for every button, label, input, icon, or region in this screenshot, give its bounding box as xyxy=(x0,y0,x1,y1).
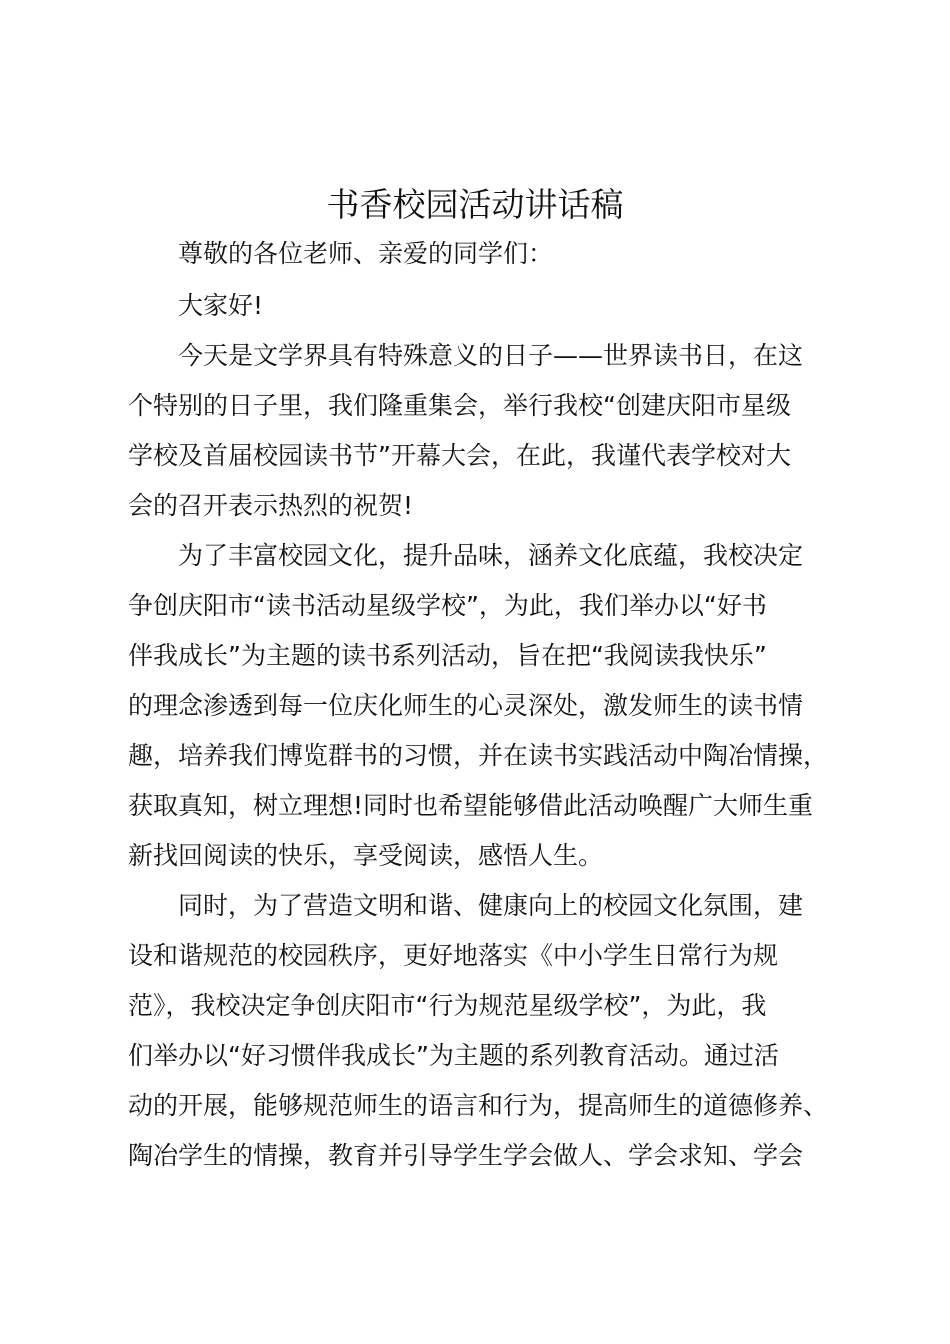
paragraph-3-line-4: 们举办以“好习惯伴我成长”为主题的系列教育活动。通过活 xyxy=(128,1041,779,1070)
paragraph-2-line-4: 的理念渗透到每一位庆化师生的心灵深处，激发师生的读书情 xyxy=(128,691,804,720)
paragraph-2-line-6: 获取真知，树立理想!同时也希望能够借此活动唤醒广大师生重 xyxy=(128,791,814,820)
paragraph-1-line-2: 个特别的日子里，我们隆重集会，举行我校“创建庆阳市星级 xyxy=(128,391,791,420)
greeting: 大家好! xyxy=(178,291,264,320)
paragraph-3-line-5: 动的开展，能够规范师生的语言和行为，提高师生的道德修养、 xyxy=(128,1091,829,1120)
paragraph-3-line-6: 陶冶学生的情操，教育并引导学生学会做人、学会求知、学会 xyxy=(128,1141,804,1170)
paragraph-2-line-5: 趣，培养我们博览群书的习惯，并在读书实践活动中陶冶情操， xyxy=(128,741,829,770)
paragraph-2-line-2: 争创庆阳市“读书活动星级学校”，为此，我们举办以“好书 xyxy=(128,591,767,620)
paragraph-2-line-3: 伴我成长”为主题的读书系列活动，旨在把“我阅读我快乐” xyxy=(128,641,767,670)
paragraph-1-line-1: 今天是文学界具有特殊意义的日子——世界读书日，在这 xyxy=(178,341,804,370)
salutation: 尊敬的各位老师、亲爱的同学们： xyxy=(178,239,554,268)
paragraph-3-line-3: 范》，我校决定争创庆阳市“行为规范星级学校”，为此，我 xyxy=(128,991,767,1020)
paragraph-1-line-4: 会的召开表示热烈的祝贺! xyxy=(128,491,414,520)
paragraph-2-line-1: 为了丰富校园文化，提升品味，涵养文化底蕴，我校决定 xyxy=(178,541,804,570)
paragraph-3-line-1: 同时，为了营造文明和谐、健康向上的校园文化氛围，建 xyxy=(178,891,804,920)
paragraph-1-line-3: 学校及首届校园读书节”开幕大会，在此，我谨代表学校对大 xyxy=(128,441,791,470)
paragraph-2-line-7: 新找回阅读的快乐，享受阅读，感悟人生。 xyxy=(128,841,604,870)
paragraph-3-line-2: 设和谐规范的校园秩序，更好地落实《中小学生日常行为规 xyxy=(128,941,779,970)
document-title: 书香校园活动讲话稿 xyxy=(326,185,624,224)
